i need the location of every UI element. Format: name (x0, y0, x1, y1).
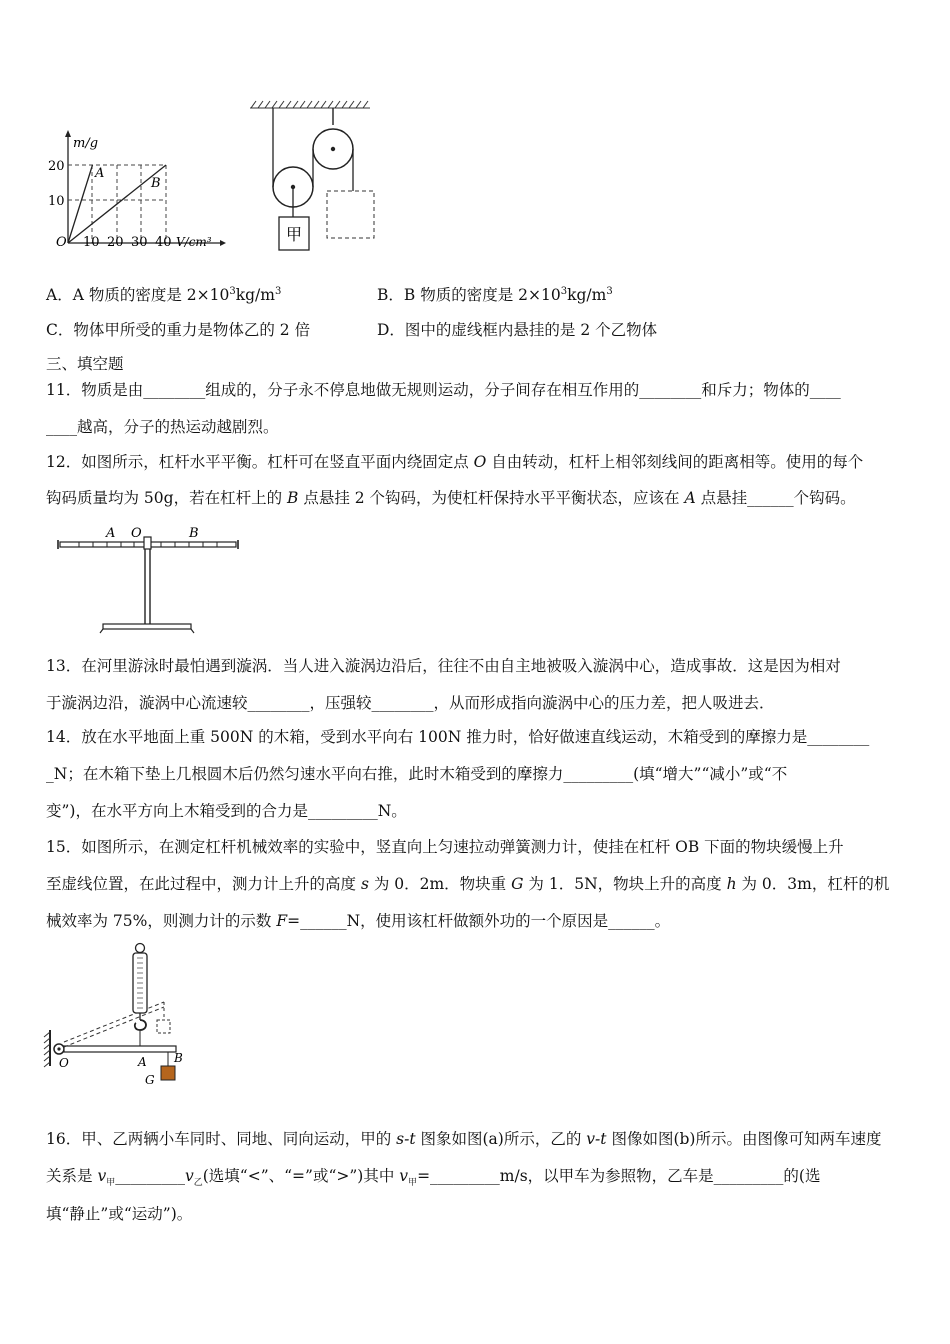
y-axis-label: m/g (73, 136, 99, 151)
q13-line-2: 于漩涡边沿，漩涡中心流速较________，压强较________，从而形成指向漩涡中心的压力差，把人吸进去． (46, 694, 775, 712)
stand-foot-left (100, 629, 103, 633)
x-tick-40: 40 (155, 235, 172, 250)
dashed-lever-top (64, 1002, 164, 1042)
lever-figure (55, 522, 245, 637)
spring-scale-figure (40, 940, 200, 1090)
option-a-unit-sup: 3 (274, 286, 282, 297)
option-a-text: A．A 物质的密度是 2×10 (46, 286, 230, 304)
q14-line-1: 14．放在水平地面上重 500N 的木箱，受到水平向右 100N 推力时，恰好做速直线运动，木箱受到的摩擦力是________ (46, 728, 870, 746)
label-a: A (138, 1055, 147, 1069)
q11-line-1: 11．物质是由________组成的，分子永不停息地做无规则运动，分子间存在相互作用的________和斥力；物体的____ (46, 381, 841, 399)
option-a (46, 284, 281, 306)
q15-line-1: 15．如图所示，在测定杠杆机械效率的实验中，竖直向上匀速拉动弹簧测力计，使挂在杠杆 OB 下面的物块缓慢上升 (46, 838, 844, 856)
q14-line-2: _N；在木箱下垫上几根圆木后仍然匀速水平向右推，此时木箱受到的摩擦力_________(填“增大”“减小”或“不 (46, 765, 788, 783)
x-tick-20: 20 (107, 235, 124, 250)
option-a-unit: kg/m (235, 286, 275, 304)
q16-line-2: 关系是 $v_甲\_\_\_\_\_\_\_\_\_v_乙$(选填“<”、“=”或“>”)其中 $v_甲=\_\_\_\_\_\_\_\_\_m/s$，以甲车为参照物，乙车是_________的(选 (46, 1167, 821, 1189)
ceiling-hatching (250, 101, 370, 108)
origin-label: O (56, 235, 67, 250)
label-o: O (131, 526, 142, 541)
y-tick-10: 10 (48, 194, 65, 209)
label-o: O (59, 1056, 69, 1070)
option-b (377, 284, 613, 306)
q11-line-2: ____越高，分子的热运动越剧烈。 (46, 418, 279, 436)
option-b-text: B．B 物质的密度是 2×10 (377, 286, 561, 304)
block-g (161, 1066, 175, 1080)
y-axis-arrow (65, 130, 71, 137)
q16-line-1: 16．甲、乙两辆小车同时、同地、同向运动，甲的 s-t 图象如图(a)所示，乙的 v-t 图像如图(b)所示。由图像可知两车速度 (46, 1130, 882, 1148)
spring-scale-hook (135, 1020, 146, 1030)
block-jia-label: 甲 (285, 225, 303, 244)
pivot (144, 537, 151, 549)
dashed-block (157, 1020, 170, 1033)
y-tick-20: 20 (48, 159, 65, 174)
x-axis-label: V/cm³ (176, 235, 212, 249)
option-c: C．物体甲所受的重力是物体乙的 2 倍 (46, 321, 311, 339)
x-tick-10: 10 (83, 235, 100, 250)
x-tick-30: 30 (131, 235, 148, 250)
option-d: D．图中的虚线框内悬挂的是 2 个乙物体 (377, 321, 658, 339)
q14-line-3: 变”)，在水平方向上木箱受到的合力是_________N。 (46, 802, 407, 820)
spring-scale-ring (136, 944, 145, 953)
pulley-figure (245, 97, 385, 257)
q15-line-2: 至虚线位置，在此过程中，测力计上升的高度 s 为 0．2m．物块重 G 为 1．5N，物块上升的高度 h 为 0．3m，杠杆的机 (46, 875, 890, 893)
q12-line-2: 钩码质量均为 50g，若在杠杆上的 B 点悬挂 2 个钩码，为使杠杆保持水平平衡状态，应该在 A 点悬挂______个钩码。 (46, 489, 856, 507)
label-b: B (174, 1051, 183, 1065)
lever-ob (64, 1046, 176, 1052)
section-title: 三、填空题 (46, 355, 124, 373)
option-a-sup: 3 (229, 286, 236, 297)
dashed-box (327, 191, 374, 238)
fixed-pulley-axle (331, 147, 335, 151)
q13-line-1: 13．在河里游泳时最怕遇到漩涡．当人进入漩涡边沿后，往往不由自主地被吸入漩涡中心，造成事故．这是因为相对 (46, 657, 841, 675)
option-b-unit-sup: 3 (606, 286, 613, 297)
option-b-sup: 3 (560, 286, 568, 297)
label-a: A (106, 526, 116, 541)
hinge-center (57, 1047, 60, 1050)
stand-foot-right (191, 629, 194, 633)
q15-line-3: 械效率为 75%，则测力计的示数 F=______N，使用该杠杆做额外功的一个原因是______。 (46, 912, 671, 930)
label-b: B (189, 526, 199, 541)
dashed-lever-bottom (64, 1007, 164, 1047)
label-g: G (145, 1073, 155, 1087)
mass-volume-graph (40, 125, 230, 253)
option-b-unit: kg/m (567, 286, 607, 304)
line-b-label: B (151, 176, 161, 191)
stand-base (103, 624, 191, 629)
line-a (68, 165, 93, 243)
q12-line-1: 12．如图所示，杠杆水平平衡。杠杆可在竖直平面内绕固定点 O 自由转动，杠杆上相邻刻线间的距离相等。使用的每个 (46, 453, 864, 471)
q16-line-3: 填“静止”或“运动”)。 (46, 1205, 193, 1223)
x-axis-arrow (220, 240, 226, 246)
line-a-label: A (95, 166, 105, 181)
